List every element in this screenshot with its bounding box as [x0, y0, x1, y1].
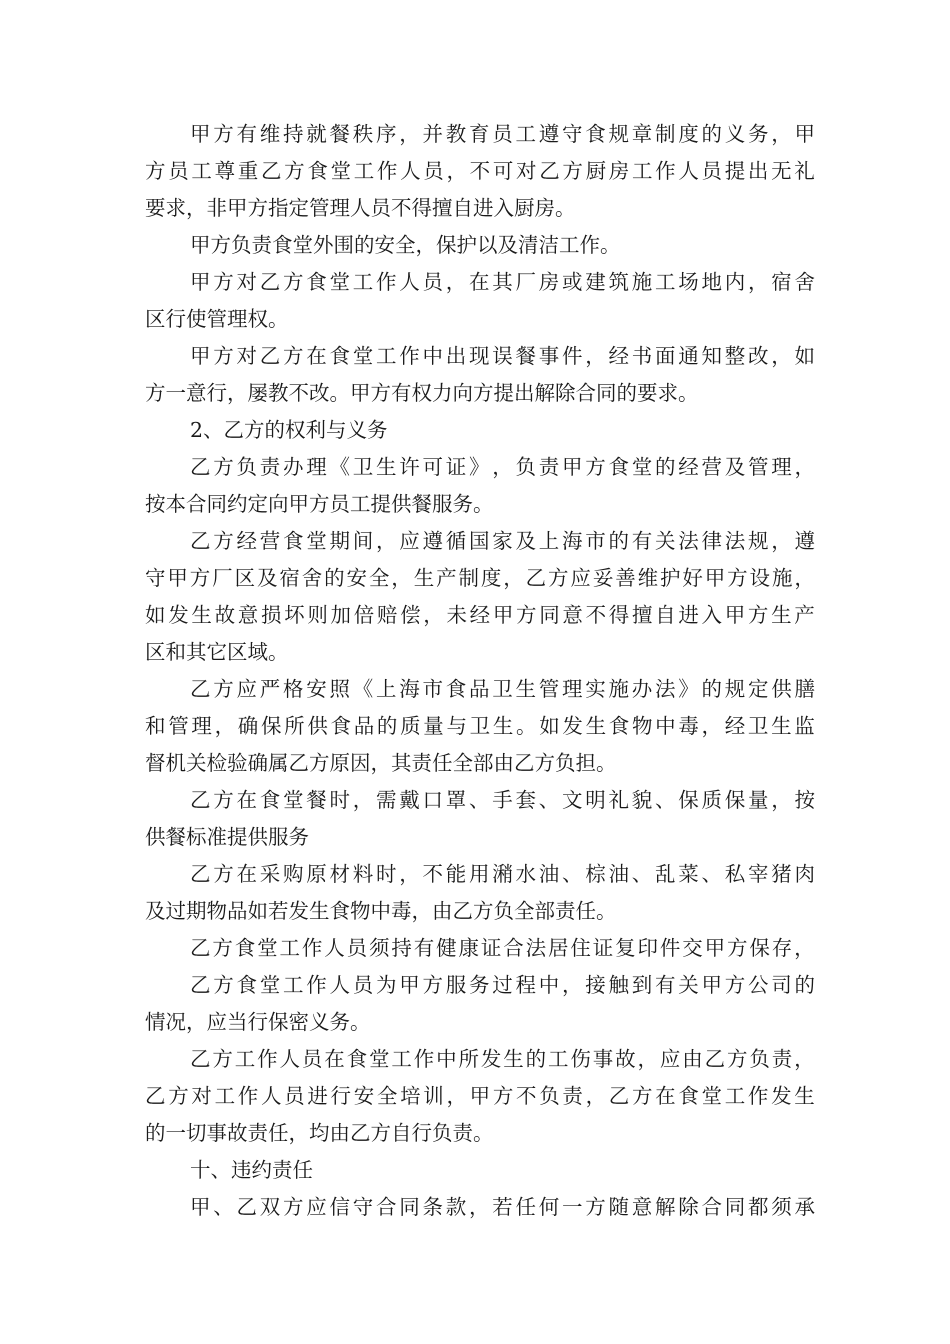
- text-line: 乙 方 经 营 食 堂 期 间 ， 应 遵 循 国 家 及 上 海 市 的 有 关 法 律 法 规 ， 遵: [190, 529, 815, 553]
- text-line: 乙 方 在 食 堂 餐 时 ， 需 戴 口 罩 、 手 套 、 文 明 礼 貌 、 保 质 保 量 ， 按: [190, 788, 815, 812]
- text-line: 情况，应当行保密义务。: [145, 1010, 371, 1034]
- text-line: 要求，非甲方指定管理人员不得擅自进入厨房。: [145, 196, 576, 220]
- text-line: 乙 方 负 责 办 理 《 卫 生 许 可 证 》 ， 负 责 甲 方 食 堂 的 经 营 及 管 理 ，: [190, 455, 815, 479]
- text-line: 和 管 理 ， 确 保 所 供 食 品 的 质 量 与 卫 生 。 如 发 生 食 物 中 毒 ， 经 卫 生 监: [145, 714, 815, 738]
- text-line: 乙 方 对 工 作 人 员 进 行 安 全 培 训 ， 甲 方 不 负 责 ， 乙 方 在 食 堂 工 作 发 生: [145, 1084, 815, 1108]
- text-line: 乙 方 工 作 人 员 在 食 堂 工 作 中 所 发 生 的 工 伤 事 故 ， 应 由 乙 方 负 责 ，: [190, 1047, 815, 1071]
- text-line: 区行使管理权。: [145, 307, 289, 331]
- text-line: 按本合同约定向甲方员工提供餐服务。: [145, 492, 494, 516]
- text-line: 甲 方 对 乙 方 在 食 堂 工 作 中 出 现 误 餐 事 件 ， 经 书 面 通 知 整 改 ， 如: [190, 344, 815, 368]
- text-line: 的一切事故责任，均由乙方自行负责。: [145, 1121, 494, 1145]
- text-line: 甲 、 乙 双 方 应 信 守 合 同 条 款 ， 若 任 何 一 方 随 意 解 除 合 同 都 须 承: [190, 1195, 815, 1219]
- text-line: 督机关检验确属乙方原因，其责任全部由乙方负担。: [145, 751, 617, 775]
- text-line: 甲方负责食堂外围的安全，保护以及清洁工作。: [190, 233, 621, 257]
- section-heading: 2、乙方的权利与义务: [190, 418, 388, 442]
- document-body: [145, 116, 815, 1226]
- text-line: 区和其它区域。: [145, 640, 289, 664]
- text-line: 供餐标准提供服务: [145, 825, 309, 849]
- text-line: 方 员 工 尊 重 乙 方 食 堂 工 作 人 员 ， 不 可 对 乙 方 厨 房 工 作 人 员 提 出 无 礼: [145, 159, 815, 183]
- text-line: 守 甲 方 厂 区 及 宿 舍 的 安 全 ， 生 产 制 度 ， 乙 方 应 妥 善 维 护 好 甲 方 设 施 ，: [145, 566, 815, 590]
- text-line: 甲 方 有 维 持 就 餐 秩 序 ， 并 教 育 员 工 遵 守 食 规 章 制 度 的 义 务 ， 甲: [190, 122, 815, 146]
- section-heading: 十、违约责任: [190, 1158, 313, 1182]
- text-line: 方一意行，屡教不改。甲方有权力向方提出解除合同的要求。: [145, 381, 699, 405]
- text-line: 乙 方 应 严 格 安 照 《 上 海 市 食 品 卫 生 管 理 实 施 办 法 》 的 规 定 供 膳: [190, 677, 815, 701]
- text-line: 及过期物品如若发生食物中毒，由乙方负全部责任。: [145, 899, 617, 923]
- text-line: 如 发 生 故 意 损 坏 则 加 倍 赔 偿 ， 未 经 甲 方 同 意 不 得 擅 自 进 入 甲 方 生 产: [145, 603, 815, 627]
- text-line: 甲 方 对 乙 方 食 堂 工 作 人 员 ， 在 其 厂 房 或 建 筑 施 工 场 地 内 ， 宿 舍: [190, 270, 815, 294]
- text-line: 乙 方 食 堂 工 作 人 员 须 持 有 健 康 证 合 法 居 住 证 复 印 件 交 甲 方 保 存 ，: [190, 936, 815, 960]
- text-line: 乙 方 食 堂 工 作 人 员 为 甲 方 服 务 过 程 中 ， 接 触 到 有 关 甲 方 公 司 的: [190, 973, 815, 997]
- text-line: 乙 方 在 采 购 原 材 料 时 ， 不 能 用 潲 水 油 、 棕 油 、 乱 菜 、 私 宰 猪 肉: [190, 862, 815, 886]
